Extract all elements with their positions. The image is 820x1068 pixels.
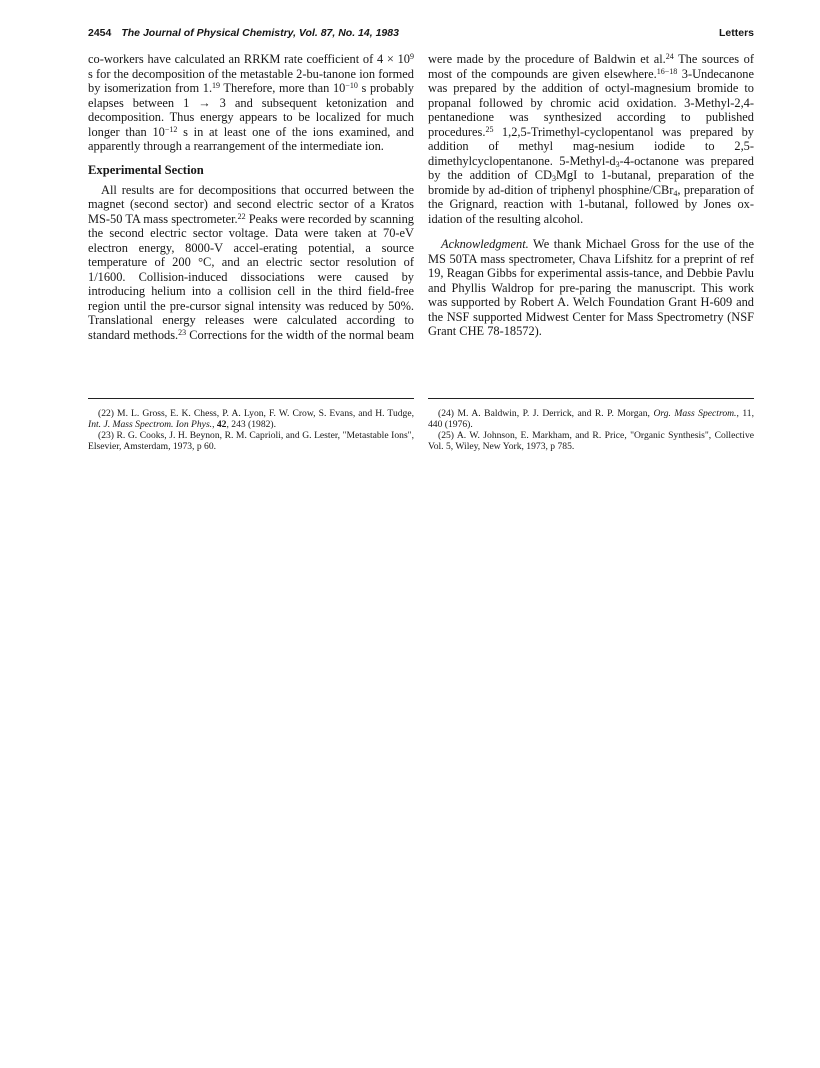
section-heading-experimental: Experimental Section bbox=[88, 162, 204, 177]
reference-23: (23) R. G. Cooks, J. H. Beynon, R. M. Caprioli, and G. Lester, "Metastable Ions", Elsevier, Amsterdam, 1973, p 60. bbox=[88, 430, 414, 452]
section-label: Letters bbox=[718, 27, 754, 39]
reference-22: (22) M. L. Gross, E. K. Chess, P. A. Lyon, F. W. Crow, S. Evans, and H. Tudge, Int. J. Mass Spectrom. Ion Phys., 42, 243 (1982). bbox=[88, 408, 414, 430]
synthesis-paragraph: were made by the procedure of Baldwin et al.$^{24}$ The sources of most of the compounds are given elsewhere.$^{16-18}$ 3-Undecanone was prepared by the addition of octyl-magnesium bromide to propanal followed by chromic acid oxidation. 3-Methyl-2,4-pentanedione was synthesized according to published procedures.$^{25}$ 1,2,5-Trimethyl-cyclopentanol was prepared by addition of methyl mag-nesium iodide to 2,5-dimethylcyclopentanone. $5-Methyl-d_3-4$-octanone was prepared by the addition of $CD_3MgI$ to 1-butanal, preparation of the bromide by ad-dition of triphenyl phosphine/CBr$_4$, preparation of the Grignard, reaction with 1-butanal, followed by Jones ox-idation of the resulting alcohol. bbox=[428, 52, 755, 226]
references-right bbox=[428, 398, 754, 452]
running-head bbox=[88, 27, 754, 41]
acknowledgment-title: Acknowledgment. bbox=[441, 237, 529, 251]
references-left bbox=[88, 398, 414, 452]
acknowledgment-paragraph: Acknowledgment. We thank Michael Gross for the use of the MS 50TA mass spectrometer, Chava Lifshitz for a preprint of ref 19, Reagan Gibbs for experimental assis-tance, and Debbie Pavlu and Phyllis Waldrop for pre-paring the manuscript. This work was supported by Robert A. Welch Foundation Grant H-609 and the NSF supported Midwest Center for Mass Spectrometry (NSF Grant CHE 78-18572). bbox=[428, 237, 754, 338]
reference-25: (25) A. W. Johnson, E. Markham, and R. Price, "Organic Synthesis", Collective Vol. 5, Wiley, New York, 1973, p 785. bbox=[428, 430, 754, 452]
running-head-left bbox=[88, 27, 399, 39]
journal-citation: The Journal of Physical Chemistry, Vol. 87, No. 14, 1983 bbox=[121, 27, 399, 39]
page-number: 2454 bbox=[88, 27, 112, 39]
experimental-paragraph: All results are for decompositions that occurred between the magnet (second sector) and second electric sector of a Kratos MS-50 TA mass spectrometer.$^{22}$ Peaks were recorded by scanning the second electric sector voltage. Data were taken at 70-eV electron energy, 8000-V accel-erating potential, a source temperature of 200 °C, and an electric sector resolution of 1/1600. Collision-induced dissociations were caused by introducing helium into a collision cell in the third field-free region until the pre-cursor signal intensity was reduced by 50%. Translational energy releases were calculated according to standard methods.$^{23}$ Corrections for the width of the normal beam bbox=[88, 182, 414, 342]
right-column bbox=[428, 52, 754, 339]
reference-24: (24) M. A. Baldwin, P. J. Derrick, and R. P. Morgan, Org. Mass Spectrom., 11, 440 (1976). bbox=[428, 408, 754, 430]
left-column bbox=[88, 52, 414, 342]
continued-paragraph: co-workers have calculated an RRKM rate coefficient of $4 \times 10^9$ s for the decomposition of the metastable 2-bu-tanone ion formed by isomerization from 1.19 Therefore, more than $10^{-10}$ s probably elapses between 1 → 3 and subsequent ketonization and decomposition. Thus energy appears to be localized for much longer than $10^{-12}$ s in at least one of the ions examined, and apparently through a rearrangement of the intermediate ion. bbox=[88, 52, 414, 153]
